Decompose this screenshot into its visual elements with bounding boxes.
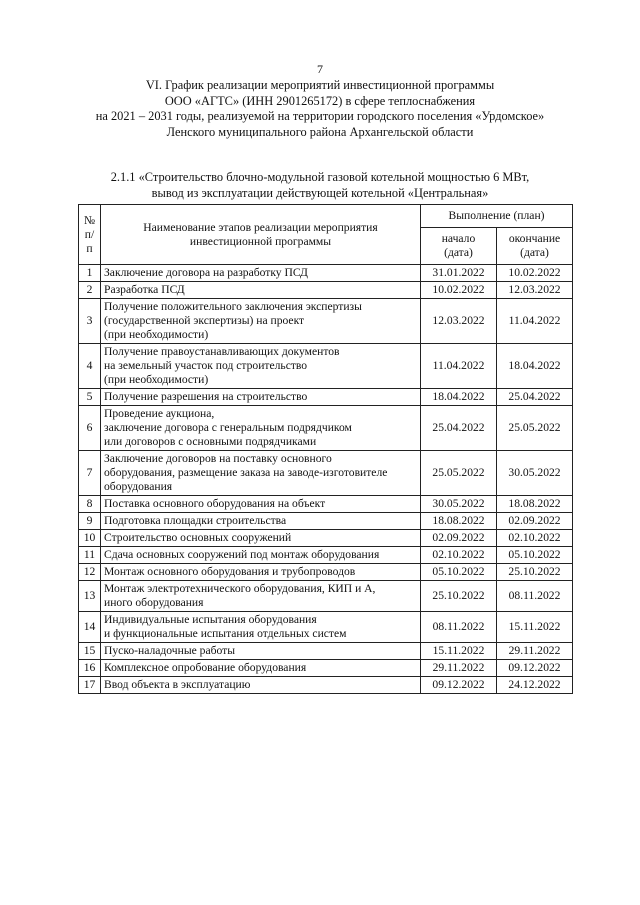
stage-name bbox=[101, 564, 421, 581]
stage-name bbox=[101, 496, 421, 513]
header-number-line: п/п bbox=[84, 227, 95, 255]
table-row bbox=[79, 612, 573, 643]
row-number: 2 bbox=[79, 282, 101, 299]
stage-name bbox=[101, 643, 421, 660]
table-row bbox=[79, 406, 573, 451]
header-number-line: № bbox=[83, 213, 96, 227]
end-date: 11.04.2022 bbox=[497, 299, 573, 344]
stage-name bbox=[101, 581, 421, 612]
table-header bbox=[79, 205, 573, 265]
stage-name-line: или договоров с основными подрядчиками bbox=[104, 435, 317, 448]
stage-name-line: (при необходимости) bbox=[104, 328, 209, 341]
end-date: 30.05.2022 bbox=[497, 451, 573, 496]
stage-name bbox=[101, 660, 421, 677]
stage-name-line: (при необходимости) bbox=[104, 373, 209, 386]
row-number: 5 bbox=[79, 389, 101, 406]
stage-name-line: Строительство основных сооружений bbox=[104, 531, 292, 544]
header-stage-name-line: Наименование этапов реализации мероприятия bbox=[143, 220, 378, 234]
end-date: 25.05.2022 bbox=[497, 406, 573, 451]
header-end-date bbox=[497, 228, 573, 265]
start-date: 29.11.2022 bbox=[421, 660, 497, 677]
end-date: 10.02.2022 bbox=[497, 265, 573, 282]
stage-name-line: Заключение договоров на поставку основного bbox=[104, 452, 332, 465]
header-start-date bbox=[421, 228, 497, 265]
end-date: 25.04.2022 bbox=[497, 389, 573, 406]
start-date: 25.10.2022 bbox=[421, 581, 497, 612]
start-date: 18.04.2022 bbox=[421, 389, 497, 406]
start-date: 05.10.2022 bbox=[421, 564, 497, 581]
table-row bbox=[79, 513, 573, 530]
end-date: 09.12.2022 bbox=[497, 660, 573, 677]
stage-name bbox=[101, 547, 421, 564]
row-number: 3 bbox=[79, 299, 101, 344]
start-date: 02.10.2022 bbox=[421, 547, 497, 564]
stage-name bbox=[101, 677, 421, 694]
table-row bbox=[79, 564, 573, 581]
row-number: 16 bbox=[79, 660, 101, 677]
subheading-line: 2.1.1 «Строительство блочно-модульной газовой котельной мощностью 6 МВт, bbox=[110, 170, 530, 184]
table-row bbox=[79, 643, 573, 660]
stage-name-line: Индивидуальные испытания оборудования bbox=[104, 613, 317, 626]
end-date: 18.04.2022 bbox=[497, 344, 573, 389]
stage-name-line: на земельный участок под строительство bbox=[104, 359, 308, 372]
start-date: 10.02.2022 bbox=[421, 282, 497, 299]
row-number: 1 bbox=[79, 265, 101, 282]
start-date: 02.09.2022 bbox=[421, 530, 497, 547]
header-plan: Выполнение (план) bbox=[421, 205, 573, 228]
end-date: 08.11.2022 bbox=[497, 581, 573, 612]
header-stage-name-line: инвестиционной программы bbox=[189, 234, 332, 248]
header-end-line: (дата) bbox=[520, 246, 549, 259]
stage-name bbox=[101, 530, 421, 547]
row-number: 12 bbox=[79, 564, 101, 581]
stage-name-line: (государственной экспертизы) на проект bbox=[104, 314, 305, 327]
end-date: 24.12.2022 bbox=[497, 677, 573, 694]
stage-name-line: Комплексное опробование оборудования bbox=[104, 661, 307, 674]
row-number: 11 bbox=[79, 547, 101, 564]
end-date: 18.08.2022 bbox=[497, 496, 573, 513]
table-row bbox=[79, 660, 573, 677]
table-row bbox=[79, 547, 573, 564]
heading-line: VI. График реализации мероприятий инвестиционной программы bbox=[145, 78, 495, 92]
start-date: 31.01.2022 bbox=[421, 265, 497, 282]
table-row bbox=[79, 451, 573, 496]
stage-name-line: Получение правоустанавливающих документов bbox=[104, 345, 340, 358]
stage-name bbox=[101, 265, 421, 282]
stage-name-line: Подготовка площадки строительства bbox=[104, 514, 287, 527]
start-date: 08.11.2022 bbox=[421, 612, 497, 643]
stage-name-line: Проведение аукциона, bbox=[104, 407, 215, 420]
start-date: 25.04.2022 bbox=[421, 406, 497, 451]
stage-name bbox=[101, 612, 421, 643]
start-date: 11.04.2022 bbox=[421, 344, 497, 389]
stage-name-line: Получение положительного заключения экспертизы bbox=[104, 300, 362, 313]
stage-name-line: Получение разрешения на строительство bbox=[104, 390, 308, 403]
table-row bbox=[79, 299, 573, 344]
heading-line: Ленского муниципального района Архангельской области bbox=[166, 124, 474, 139]
header-end-line: окончание bbox=[508, 232, 561, 245]
header-number bbox=[79, 205, 101, 265]
start-date: 18.08.2022 bbox=[421, 513, 497, 530]
stage-name-line: и функциональные испытания отдельных систем bbox=[104, 627, 347, 640]
subheading-line: вывод из эксплуатации действующей котельной «Центральная» bbox=[151, 185, 489, 200]
stage-name bbox=[101, 513, 421, 530]
row-number: 4 bbox=[79, 344, 101, 389]
start-date: 09.12.2022 bbox=[421, 677, 497, 694]
table-row bbox=[79, 389, 573, 406]
row-number: 17 bbox=[79, 677, 101, 694]
section-heading bbox=[60, 78, 580, 140]
table-row bbox=[79, 344, 573, 389]
table-row bbox=[79, 581, 573, 612]
table-row bbox=[79, 677, 573, 694]
stage-name-line: оборудования bbox=[104, 480, 173, 493]
heading-line: ООО «АГТС» (ИНН 2901265172) в сфере теплоснабжения bbox=[164, 93, 476, 108]
stage-name-line: Разработка ПСД bbox=[104, 283, 185, 296]
start-date: 30.05.2022 bbox=[421, 496, 497, 513]
table-body bbox=[79, 265, 573, 694]
end-date: 15.11.2022 bbox=[497, 612, 573, 643]
end-date: 29.11.2022 bbox=[497, 643, 573, 660]
row-number: 9 bbox=[79, 513, 101, 530]
stage-name-line: Монтаж основного оборудования и трубопроводов bbox=[104, 565, 356, 578]
stage-name bbox=[101, 406, 421, 451]
schedule-table bbox=[78, 204, 573, 694]
stage-name bbox=[101, 282, 421, 299]
row-number: 8 bbox=[79, 496, 101, 513]
end-date: 02.10.2022 bbox=[497, 530, 573, 547]
subsection-heading bbox=[60, 170, 580, 201]
header-stage-name bbox=[101, 205, 421, 265]
end-date: 12.03.2022 bbox=[497, 282, 573, 299]
stage-name-line: Заключение договора на разработку ПСД bbox=[104, 266, 308, 279]
stage-name-line: Монтаж электротехнического оборудования, КИП и А, bbox=[104, 582, 376, 595]
row-number: 14 bbox=[79, 612, 101, 643]
table-row bbox=[79, 265, 573, 282]
start-date: 12.03.2022 bbox=[421, 299, 497, 344]
table-row bbox=[79, 496, 573, 513]
end-date: 25.10.2022 bbox=[497, 564, 573, 581]
table-row bbox=[79, 282, 573, 299]
row-number: 13 bbox=[79, 581, 101, 612]
header-start-line: (дата) bbox=[444, 246, 473, 259]
stage-name-line: заключение договора с генеральным подрядчиком bbox=[104, 421, 352, 434]
row-number: 7 bbox=[79, 451, 101, 496]
header-start-line: начало bbox=[441, 232, 476, 245]
start-date: 15.11.2022 bbox=[421, 643, 497, 660]
stage-name bbox=[101, 344, 421, 389]
stage-name-line: оборудования, размещение заказа на заводе-изготовителе bbox=[104, 466, 388, 479]
stage-name-line: Поставка основного оборудования на объект bbox=[104, 497, 326, 510]
stage-name-line: иного оборудования bbox=[104, 596, 204, 609]
table-row bbox=[79, 530, 573, 547]
end-date: 02.09.2022 bbox=[497, 513, 573, 530]
stage-name bbox=[101, 451, 421, 496]
heading-line: на 2021 – 2031 годы, реализуемой на территории городского поселения «Урдомское» bbox=[95, 109, 545, 123]
stage-name-line: Пуско-наладочные работы bbox=[104, 644, 236, 657]
stage-name bbox=[101, 299, 421, 344]
page-number: 7 bbox=[317, 62, 323, 76]
stage-name-line: Сдача основных сооружений под монтаж оборудования bbox=[104, 548, 380, 561]
start-date: 25.05.2022 bbox=[421, 451, 497, 496]
stage-name-line: Ввод объекта в эксплуатацию bbox=[104, 678, 251, 691]
row-number: 15 bbox=[79, 643, 101, 660]
row-number: 10 bbox=[79, 530, 101, 547]
end-date: 05.10.2022 bbox=[497, 547, 573, 564]
stage-name bbox=[101, 389, 421, 406]
row-number: 6 bbox=[79, 406, 101, 451]
